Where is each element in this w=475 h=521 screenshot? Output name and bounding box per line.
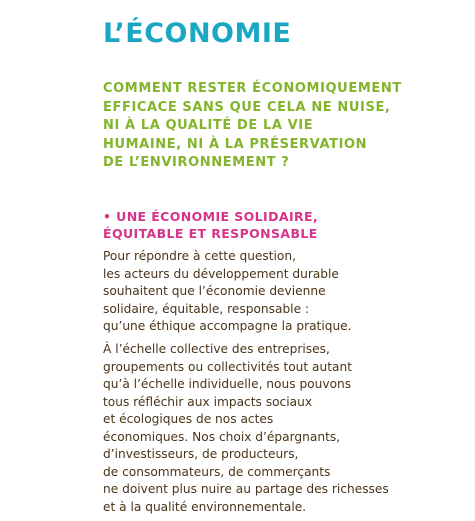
body-paragraph-1: [103, 248, 352, 336]
paragraph-line: d’investisseurs, de producteurs,: [103, 447, 299, 461]
question-line: NI À LA QUALITÉ DE LA VIE: [103, 118, 314, 133]
paragraph-line: À l’échelle collective des entreprises,: [103, 342, 330, 356]
paragraph-line: les acteurs du développement durable: [103, 266, 339, 281]
paragraph-line: économiques. Nos choix d’épargnants,: [103, 429, 341, 444]
paragraph-line: qu’une éthique accompagne la pratique.: [103, 319, 352, 333]
paragraph-line: tous réfléchir aux impacts sociaux: [103, 394, 313, 409]
section-heading-line: • UNE ÉCONOMIE SOLIDAIRE,: [103, 209, 319, 224]
intro-question: [103, 80, 463, 173]
paragraph-line: groupements ou collectivités tout autant: [103, 359, 352, 374]
paragraph-line: ne doivent plus nuire au partage des richesses: [103, 482, 389, 496]
section-heading: [103, 208, 318, 242]
page-title: L’ÉCONOMIE: [103, 18, 292, 49]
question-line: HUMAINE, NI À LA PRÉSERVATION: [103, 136, 368, 152]
paragraph-line: Pour répondre à cette question,: [103, 249, 296, 263]
paragraph-line: qu’à l’échelle individuelle, nous pouvons: [103, 377, 352, 391]
body-paragraph-2: [103, 341, 389, 516]
question-line: DE L’ENVIRONNEMENT ?: [103, 155, 290, 170]
section-heading-line: ÉQUITABLE ET RESPONSABLE: [103, 226, 318, 241]
paragraph-line: et à la qualité environnementale.: [103, 499, 307, 514]
paragraph-line: et écologiques de nos actes: [103, 412, 274, 426]
question-line: COMMENT RESTER ÉCONOMIQUEMENT: [103, 81, 402, 96]
paragraph-line: solidaire, équitable, responsable :: [103, 301, 310, 316]
paragraph-line: souhaitent que l’économie devienne: [103, 284, 326, 298]
question-line: EFFICACE SANS QUE CELA NE NUISE,: [103, 99, 391, 115]
paragraph-line: de consommateurs, de commerçants: [103, 464, 331, 479]
